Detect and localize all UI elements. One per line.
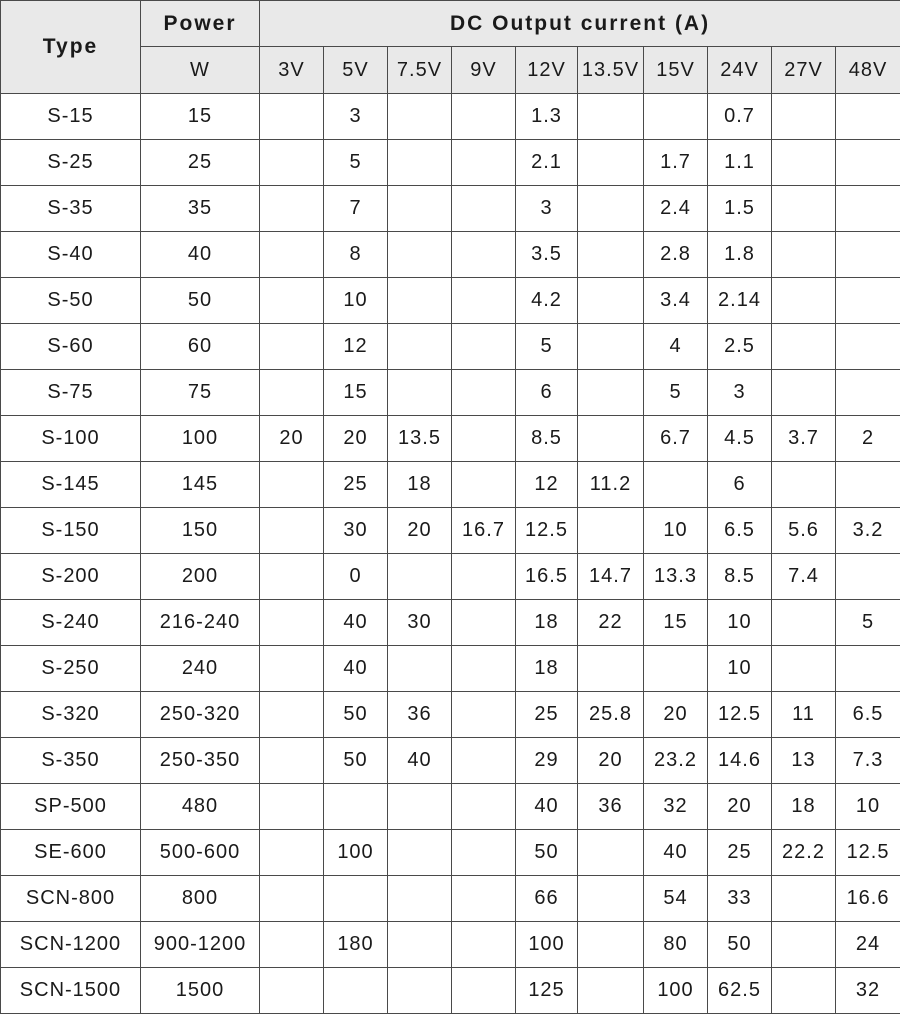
current-cell — [772, 968, 836, 1014]
type-cell: S-15 — [1, 94, 141, 140]
current-cell — [388, 876, 452, 922]
current-cell — [772, 922, 836, 968]
current-cell: 20 — [324, 416, 388, 462]
current-cell: 40 — [324, 646, 388, 692]
power-header: Power — [141, 1, 260, 47]
type-cell: S-50 — [1, 278, 141, 324]
current-cell: 3.2 — [836, 508, 900, 554]
current-cell — [388, 646, 452, 692]
current-cell: 14.7 — [578, 554, 644, 600]
current-cell — [644, 462, 708, 508]
current-cell: 2 — [836, 416, 900, 462]
current-cell: 6 — [516, 370, 578, 416]
power-cell: 250-350 — [141, 738, 260, 784]
current-cell — [644, 646, 708, 692]
table-row — [1, 462, 900, 508]
current-cell: 7.3 — [836, 738, 900, 784]
current-cell — [260, 784, 324, 830]
current-cell: 100 — [516, 922, 578, 968]
current-cell: 29 — [516, 738, 578, 784]
table-row — [1, 784, 900, 830]
type-cell: S-25 — [1, 140, 141, 186]
current-cell — [578, 324, 644, 370]
current-cell: 33 — [708, 876, 772, 922]
current-cell — [324, 876, 388, 922]
current-cell: 5 — [644, 370, 708, 416]
current-cell — [772, 370, 836, 416]
current-cell: 24 — [836, 922, 900, 968]
current-cell: 50 — [324, 738, 388, 784]
current-cell: 6 — [708, 462, 772, 508]
current-cell: 25.8 — [578, 692, 644, 738]
current-cell: 16.7 — [452, 508, 516, 554]
current-cell: 1.7 — [644, 140, 708, 186]
current-cell — [772, 140, 836, 186]
current-cell: 5 — [516, 324, 578, 370]
current-cell: 20 — [260, 416, 324, 462]
current-cell: 40 — [324, 600, 388, 646]
current-cell — [578, 876, 644, 922]
table-row — [1, 600, 900, 646]
voltage-header: 13.5V — [578, 47, 644, 94]
type-cell: S-40 — [1, 232, 141, 278]
current-cell: 10 — [708, 646, 772, 692]
current-cell — [452, 646, 516, 692]
table-row — [1, 416, 900, 462]
current-cell — [324, 784, 388, 830]
power-cell: 500-600 — [141, 830, 260, 876]
voltage-header: 27V — [772, 47, 836, 94]
current-cell: 2.8 — [644, 232, 708, 278]
current-cell — [260, 186, 324, 232]
current-cell — [578, 370, 644, 416]
current-cell — [388, 324, 452, 370]
type-cell: SP-500 — [1, 784, 141, 830]
current-cell — [260, 462, 324, 508]
current-cell: 30 — [324, 508, 388, 554]
power-cell: 50 — [141, 278, 260, 324]
power-cell: 75 — [141, 370, 260, 416]
current-cell — [388, 186, 452, 232]
current-cell: 62.5 — [708, 968, 772, 1014]
current-cell: 6.5 — [708, 508, 772, 554]
type-cell: S-100 — [1, 416, 141, 462]
current-cell: 7 — [324, 186, 388, 232]
current-cell: 20 — [708, 784, 772, 830]
current-cell: 20 — [578, 738, 644, 784]
type-cell: S-200 — [1, 554, 141, 600]
current-cell: 125 — [516, 968, 578, 1014]
current-cell — [772, 94, 836, 140]
current-cell: 22.2 — [772, 830, 836, 876]
current-cell — [260, 232, 324, 278]
current-cell — [836, 370, 900, 416]
current-cell: 13.3 — [644, 554, 708, 600]
current-cell: 23.2 — [644, 738, 708, 784]
current-cell: 8 — [324, 232, 388, 278]
current-cell — [260, 922, 324, 968]
current-cell: 80 — [644, 922, 708, 968]
current-cell — [388, 554, 452, 600]
table-row — [1, 278, 900, 324]
table-row — [1, 646, 900, 692]
power-cell: 216-240 — [141, 600, 260, 646]
type-cell: S-250 — [1, 646, 141, 692]
current-cell: 13.5 — [388, 416, 452, 462]
power-cell: 60 — [141, 324, 260, 370]
current-cell — [578, 186, 644, 232]
current-cell — [260, 140, 324, 186]
current-cell — [578, 278, 644, 324]
type-cell: S-145 — [1, 462, 141, 508]
type-cell: SE-600 — [1, 830, 141, 876]
current-cell: 30 — [388, 600, 452, 646]
current-cell: 180 — [324, 922, 388, 968]
current-cell: 3 — [708, 370, 772, 416]
current-cell — [452, 232, 516, 278]
current-cell — [260, 554, 324, 600]
current-cell: 50 — [516, 830, 578, 876]
current-cell: 3.7 — [772, 416, 836, 462]
current-cell: 2.4 — [644, 186, 708, 232]
voltage-header: 24V — [708, 47, 772, 94]
current-cell: 16.5 — [516, 554, 578, 600]
current-cell: 8.5 — [708, 554, 772, 600]
current-cell — [836, 278, 900, 324]
type-cell: S-240 — [1, 600, 141, 646]
current-cell — [388, 232, 452, 278]
current-cell: 66 — [516, 876, 578, 922]
current-cell — [452, 922, 516, 968]
current-cell — [260, 370, 324, 416]
voltage-header: 15V — [644, 47, 708, 94]
current-cell: 2.1 — [516, 140, 578, 186]
current-cell: 22 — [578, 600, 644, 646]
current-cell — [260, 692, 324, 738]
current-cell — [452, 416, 516, 462]
current-cell: 100 — [324, 830, 388, 876]
current-cell: 16.6 — [836, 876, 900, 922]
current-cell — [388, 830, 452, 876]
power-cell: 480 — [141, 784, 260, 830]
type-cell: S-75 — [1, 370, 141, 416]
current-cell: 0.7 — [708, 94, 772, 140]
current-cell: 2.5 — [708, 324, 772, 370]
current-cell — [388, 370, 452, 416]
table-row — [1, 692, 900, 738]
type-cell: S-60 — [1, 324, 141, 370]
table-row — [1, 94, 900, 140]
current-cell — [772, 278, 836, 324]
table-row — [1, 876, 900, 922]
current-cell — [260, 968, 324, 1014]
current-cell: 50 — [324, 692, 388, 738]
current-cell — [836, 462, 900, 508]
current-cell: 3.4 — [644, 278, 708, 324]
type-cell: S-150 — [1, 508, 141, 554]
current-cell: 2.14 — [708, 278, 772, 324]
current-cell — [452, 600, 516, 646]
current-cell: 11.2 — [578, 462, 644, 508]
current-cell — [578, 646, 644, 692]
current-cell — [772, 876, 836, 922]
power-cell: 1500 — [141, 968, 260, 1014]
current-cell — [578, 94, 644, 140]
power-cell: 200 — [141, 554, 260, 600]
table-body — [1, 94, 900, 1014]
power-cell: 150 — [141, 508, 260, 554]
current-cell — [452, 278, 516, 324]
current-cell — [644, 94, 708, 140]
header-row-top — [1, 1, 900, 47]
power-cell: 40 — [141, 232, 260, 278]
voltage-header: 3V — [260, 47, 324, 94]
current-cell — [452, 876, 516, 922]
table-row — [1, 508, 900, 554]
current-cell: 36 — [578, 784, 644, 830]
power-cell: 100 — [141, 416, 260, 462]
current-cell — [452, 692, 516, 738]
current-cell: 15 — [324, 370, 388, 416]
current-cell: 13 — [772, 738, 836, 784]
current-cell: 12.5 — [708, 692, 772, 738]
current-cell — [452, 370, 516, 416]
dc-output-header: DC Output current (A) — [260, 1, 900, 47]
table-row — [1, 324, 900, 370]
current-cell: 10 — [324, 278, 388, 324]
current-cell: 3.5 — [516, 232, 578, 278]
voltage-header: 12V — [516, 47, 578, 94]
current-cell — [260, 324, 324, 370]
current-cell: 15 — [644, 600, 708, 646]
table-header — [1, 1, 900, 94]
current-cell: 8.5 — [516, 416, 578, 462]
current-cell — [772, 324, 836, 370]
voltage-header: 7.5V — [388, 47, 452, 94]
current-cell — [452, 968, 516, 1014]
current-cell — [388, 140, 452, 186]
current-cell — [452, 830, 516, 876]
voltage-header: 48V — [836, 47, 900, 94]
current-cell: 25 — [516, 692, 578, 738]
current-cell: 25 — [708, 830, 772, 876]
current-cell: 1.3 — [516, 94, 578, 140]
current-cell — [452, 140, 516, 186]
current-cell — [452, 186, 516, 232]
table-row — [1, 738, 900, 784]
table-row — [1, 232, 900, 278]
voltage-header: 9V — [452, 47, 516, 94]
type-cell: S-350 — [1, 738, 141, 784]
current-cell — [260, 278, 324, 324]
type-cell: SCN-1500 — [1, 968, 141, 1014]
current-cell: 6.5 — [836, 692, 900, 738]
current-cell: 18 — [388, 462, 452, 508]
current-cell — [388, 968, 452, 1014]
current-cell: 11 — [772, 692, 836, 738]
type-cell: SCN-1200 — [1, 922, 141, 968]
power-unit: W — [141, 47, 260, 94]
current-cell: 3 — [516, 186, 578, 232]
current-cell — [772, 462, 836, 508]
current-cell — [452, 94, 516, 140]
power-cell: 900-1200 — [141, 922, 260, 968]
current-cell — [260, 646, 324, 692]
power-cell: 240 — [141, 646, 260, 692]
current-cell: 40 — [516, 784, 578, 830]
current-cell — [772, 232, 836, 278]
power-cell: 145 — [141, 462, 260, 508]
current-cell: 32 — [644, 784, 708, 830]
current-cell — [388, 784, 452, 830]
current-cell: 4.2 — [516, 278, 578, 324]
current-cell: 20 — [644, 692, 708, 738]
power-cell: 15 — [141, 94, 260, 140]
current-cell — [260, 508, 324, 554]
current-cell — [260, 94, 324, 140]
current-cell: 12 — [516, 462, 578, 508]
voltage-header: 5V — [324, 47, 388, 94]
current-cell: 10 — [836, 784, 900, 830]
current-cell: 4 — [644, 324, 708, 370]
current-cell — [388, 278, 452, 324]
current-cell: 3 — [324, 94, 388, 140]
type-cell: S-320 — [1, 692, 141, 738]
table-row — [1, 140, 900, 186]
current-cell: 1.5 — [708, 186, 772, 232]
power-cell: 25 — [141, 140, 260, 186]
current-cell: 54 — [644, 876, 708, 922]
current-cell: 10 — [644, 508, 708, 554]
current-cell: 14.6 — [708, 738, 772, 784]
current-cell — [836, 232, 900, 278]
current-cell: 12 — [324, 324, 388, 370]
table-row — [1, 830, 900, 876]
current-cell — [452, 554, 516, 600]
current-cell — [260, 600, 324, 646]
current-cell — [836, 140, 900, 186]
current-cell — [578, 416, 644, 462]
current-cell — [260, 830, 324, 876]
current-cell: 5 — [324, 140, 388, 186]
table-row — [1, 370, 900, 416]
current-cell: 50 — [708, 922, 772, 968]
current-cell — [772, 646, 836, 692]
current-cell: 7.4 — [772, 554, 836, 600]
current-cell: 1.8 — [708, 232, 772, 278]
type-header: Type — [1, 1, 141, 94]
current-cell: 5.6 — [772, 508, 836, 554]
current-cell: 10 — [708, 600, 772, 646]
current-cell: 100 — [644, 968, 708, 1014]
current-cell — [452, 324, 516, 370]
current-cell — [452, 738, 516, 784]
current-cell — [578, 968, 644, 1014]
current-cell — [260, 876, 324, 922]
table-row — [1, 968, 900, 1014]
current-cell: 18 — [516, 646, 578, 692]
table-row — [1, 554, 900, 600]
current-cell: 20 — [388, 508, 452, 554]
current-cell: 36 — [388, 692, 452, 738]
current-cell: 18 — [516, 600, 578, 646]
current-cell — [836, 646, 900, 692]
current-cell — [578, 922, 644, 968]
current-cell: 6.7 — [644, 416, 708, 462]
table-row — [1, 186, 900, 232]
current-cell — [772, 186, 836, 232]
current-cell: 12.5 — [516, 508, 578, 554]
current-cell — [836, 94, 900, 140]
type-cell: SCN-800 — [1, 876, 141, 922]
current-cell — [836, 324, 900, 370]
current-cell — [388, 94, 452, 140]
current-cell: 4.5 — [708, 416, 772, 462]
current-cell — [452, 784, 516, 830]
current-cell: 32 — [836, 968, 900, 1014]
current-cell: 25 — [324, 462, 388, 508]
current-cell: 5 — [836, 600, 900, 646]
current-cell — [836, 554, 900, 600]
current-cell: 40 — [644, 830, 708, 876]
power-cell: 250-320 — [141, 692, 260, 738]
current-cell — [578, 830, 644, 876]
power-cell: 35 — [141, 186, 260, 232]
current-cell — [260, 738, 324, 784]
current-cell: 18 — [772, 784, 836, 830]
current-cell — [578, 140, 644, 186]
current-cell: 40 — [388, 738, 452, 784]
current-cell: 1.1 — [708, 140, 772, 186]
current-cell: 0 — [324, 554, 388, 600]
current-cell — [836, 186, 900, 232]
current-cell — [578, 232, 644, 278]
current-cell — [772, 600, 836, 646]
current-cell — [324, 968, 388, 1014]
type-cell: S-35 — [1, 186, 141, 232]
current-cell — [578, 508, 644, 554]
current-cell — [388, 922, 452, 968]
current-cell: 12.5 — [836, 830, 900, 876]
table-row — [1, 922, 900, 968]
current-cell — [452, 462, 516, 508]
power-cell: 800 — [141, 876, 260, 922]
